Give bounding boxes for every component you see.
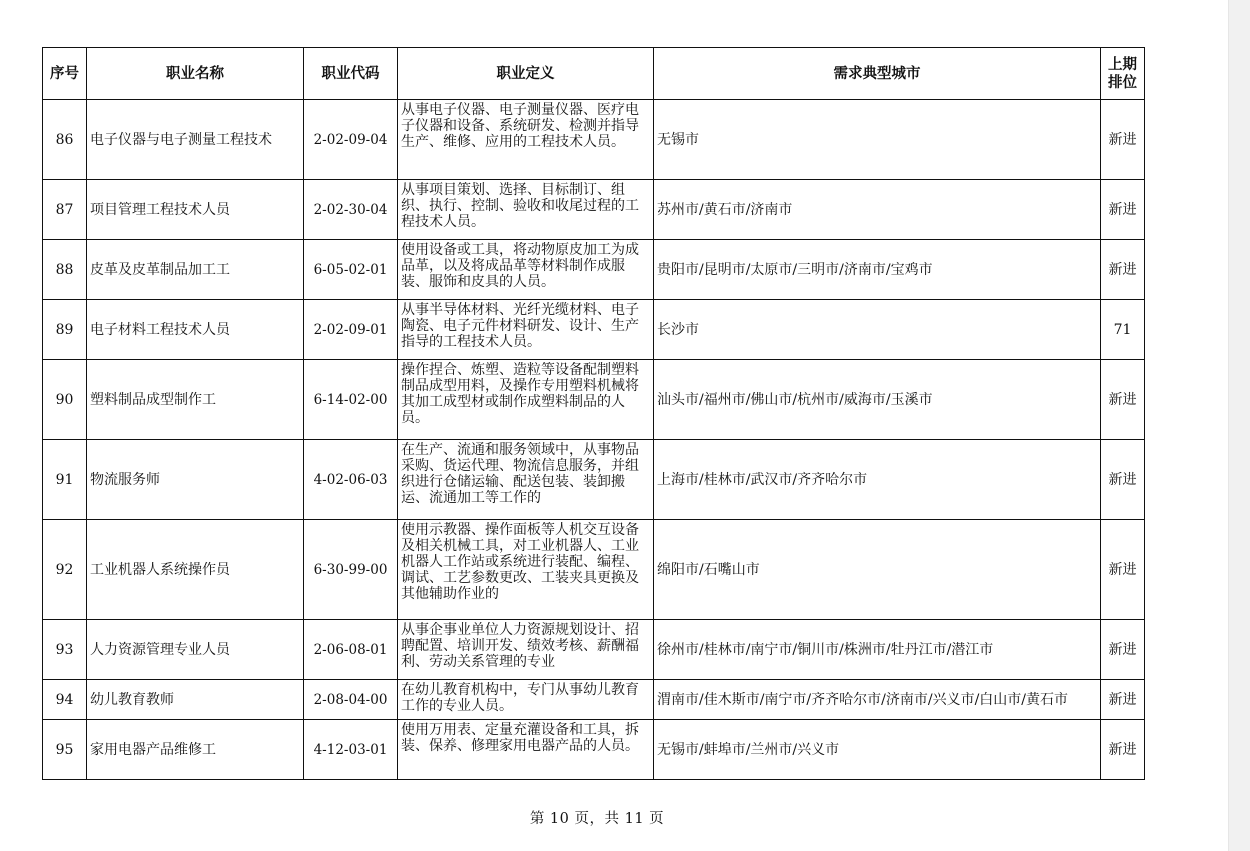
occupation-name: 电子仪器与电子测量工程技术: [87, 100, 304, 180]
demand-cities: 徐州市/桂林市/南宁市/铜川市/株洲市/牡丹江市/潜江市: [654, 620, 1101, 680]
table-row: [43, 720, 1145, 780]
occupation-code: 2-02-09-01: [304, 300, 398, 360]
table-row: [43, 680, 1145, 720]
occupation-name: 人力资源管理专业人员: [87, 620, 304, 680]
occupation-name: 工业机器人系统操作员: [87, 520, 304, 620]
occupation-definition: 使用示教器、操作面板等人机交互设备及相关机械工具，对工业机器人、工业机器人工作站或系统进行装配、编程、调试、工艺参数更改、工装夹具更换及其他辅助作业的: [401, 522, 639, 602]
table-row: [43, 180, 1145, 240]
viewer-scroll-track[interactable]: [1228, 0, 1250, 851]
occupation-definition-cell: [398, 360, 654, 440]
table-row: [43, 520, 1145, 620]
occupation-definition-cell: [398, 300, 654, 360]
previous-rank: 新进: [1101, 440, 1145, 520]
occupation-name: 项目管理工程技术人员: [87, 180, 304, 240]
previous-rank: 新进: [1101, 720, 1145, 780]
demand-cities: 无锡市/蚌埠市/兰州市/兴义市: [654, 720, 1101, 780]
table-row: [43, 240, 1145, 300]
page-footer: 第 10 页，共 11 页: [529, 811, 665, 827]
table-row: [43, 440, 1145, 520]
table-row: [43, 100, 1145, 180]
occupation-code: 2-02-09-04: [304, 100, 398, 180]
occupation-name: 电子材料工程技术人员: [87, 300, 304, 360]
occupation-definition: 在生产、流通和服务领域中，从事物品采购、货运代理、物流信息服务，并组织进行仓储运输、配送包装、装卸搬运、流通加工等工作的: [401, 442, 639, 506]
occupation-name: 塑料制品成型制作工: [87, 360, 304, 440]
occupation-name: 家用电器产品维修工: [87, 720, 304, 780]
occupation-definition: 从事半导体材料、光纤光缆材料、电子陶瓷、电子元件材料研发、设计、生产指导的工程技术人员。: [401, 302, 639, 350]
occupation-definition-cell: [398, 440, 654, 520]
header-cities: 需求典型城市: [654, 48, 1101, 100]
occupation-name: 物流服务师: [87, 440, 304, 520]
row-number: 95: [43, 720, 87, 780]
table-row: [43, 360, 1145, 440]
occupation-definition: 从事项目策划、选择、目标制订、组织、执行、控制、验收和收尾过程的工程技术人员。: [401, 182, 639, 230]
occupation-definition: 使用万用表、定量充灌设备和工具，拆装、保养、修理家用电器产品的人员。: [401, 722, 639, 754]
demand-cities: 绵阳市/石嘴山市: [654, 520, 1101, 620]
demand-cities: 苏州市/黄石市/济南市: [654, 180, 1101, 240]
header-prev-rank-label: 上期排位: [1108, 55, 1137, 91]
previous-rank: 新进: [1101, 680, 1145, 720]
previous-rank: 新进: [1101, 620, 1145, 680]
header-name: 职业名称: [87, 48, 304, 100]
previous-rank: 新进: [1101, 100, 1145, 180]
occupation-name: 幼儿教育教师: [87, 680, 304, 720]
occupation-code: 6-30-99-00: [304, 520, 398, 620]
demand-cities: 长沙市: [654, 300, 1101, 360]
occupation-definition-cell: [398, 240, 654, 300]
row-number: 89: [43, 300, 87, 360]
occupation-definition-cell: [398, 100, 654, 180]
demand-cities: 汕头市/福州市/佛山市/杭州市/威海市/玉溪市: [654, 360, 1101, 440]
occupation-code: 4-12-03-01: [304, 720, 398, 780]
previous-rank: 新进: [1101, 180, 1145, 240]
occupation-definition: 操作捏合、炼塑、造粒等设备配制塑料制品成型用料，及操作专用塑料机械将其加工成型材或制作成塑料制品的人员。: [401, 362, 639, 426]
row-number: 93: [43, 620, 87, 680]
occupation-definition-cell: [398, 720, 654, 780]
table-row: [43, 300, 1145, 360]
occupation-definition-cell: [398, 620, 654, 680]
header-no: 序号: [43, 48, 87, 100]
row-number: 91: [43, 440, 87, 520]
occupation-code: 6-14-02-00: [304, 360, 398, 440]
occupation-definition-cell: [398, 180, 654, 240]
occupation-code: 2-02-30-04: [304, 180, 398, 240]
occupation-name: 皮革及皮革制品加工工: [87, 240, 304, 300]
occupation-definition: 在幼儿教育机构中，专门从事幼儿教育工作的专业人员。: [401, 682, 639, 714]
table-header-row: [43, 48, 1145, 100]
demand-cities: 无锡市: [654, 100, 1101, 180]
header-prev-rank: [1101, 48, 1145, 100]
occupation-definition: 从事电子仪器、电子测量仪器、医疗电子仪器和设备、系统研发、检测并指导生产、维修、应用的工程技术人员。: [401, 102, 639, 150]
occupation-code: 2-06-08-01: [304, 620, 398, 680]
row-number: 94: [43, 680, 87, 720]
previous-rank: 新进: [1101, 520, 1145, 620]
row-number: 92: [43, 520, 87, 620]
row-number: 87: [43, 180, 87, 240]
table-row: [43, 620, 1145, 680]
occupation-definition: 从事企事业单位人力资源规划设计、招聘配置、培训开发、绩效考核、薪酬福利、劳动关系管理的专业: [401, 622, 639, 670]
row-number: 86: [43, 100, 87, 180]
demand-cities: 上海市/桂林市/武汉市/齐齐哈尔市: [654, 440, 1101, 520]
occupation-code: 2-08-04-00: [304, 680, 398, 720]
previous-rank: 新进: [1101, 240, 1145, 300]
occupation-code: 6-05-02-01: [304, 240, 398, 300]
demand-cities: 渭南市/佳木斯市/南宁市/齐齐哈尔市/济南市/兴义市/白山市/黄石市: [654, 680, 1101, 720]
occupation-definition-cell: [398, 680, 654, 720]
header-definition: 职业定义: [398, 48, 654, 100]
previous-rank: 71: [1101, 300, 1145, 360]
occupation-code: 4-02-06-03: [304, 440, 398, 520]
occupation-table: [42, 47, 1145, 780]
row-number: 88: [43, 240, 87, 300]
header-code: 职业代码: [304, 48, 398, 100]
occupation-definition-cell: [398, 520, 654, 620]
demand-cities: 贵阳市/昆明市/太原市/三明市/济南市/宝鸡市: [654, 240, 1101, 300]
previous-rank: 新进: [1101, 360, 1145, 440]
row-number: 90: [43, 360, 87, 440]
occupation-definition: 使用设备或工具，将动物原皮加工为成品革，以及将成品革等材料制作成服装、服饰和皮具的人员。: [401, 242, 639, 290]
